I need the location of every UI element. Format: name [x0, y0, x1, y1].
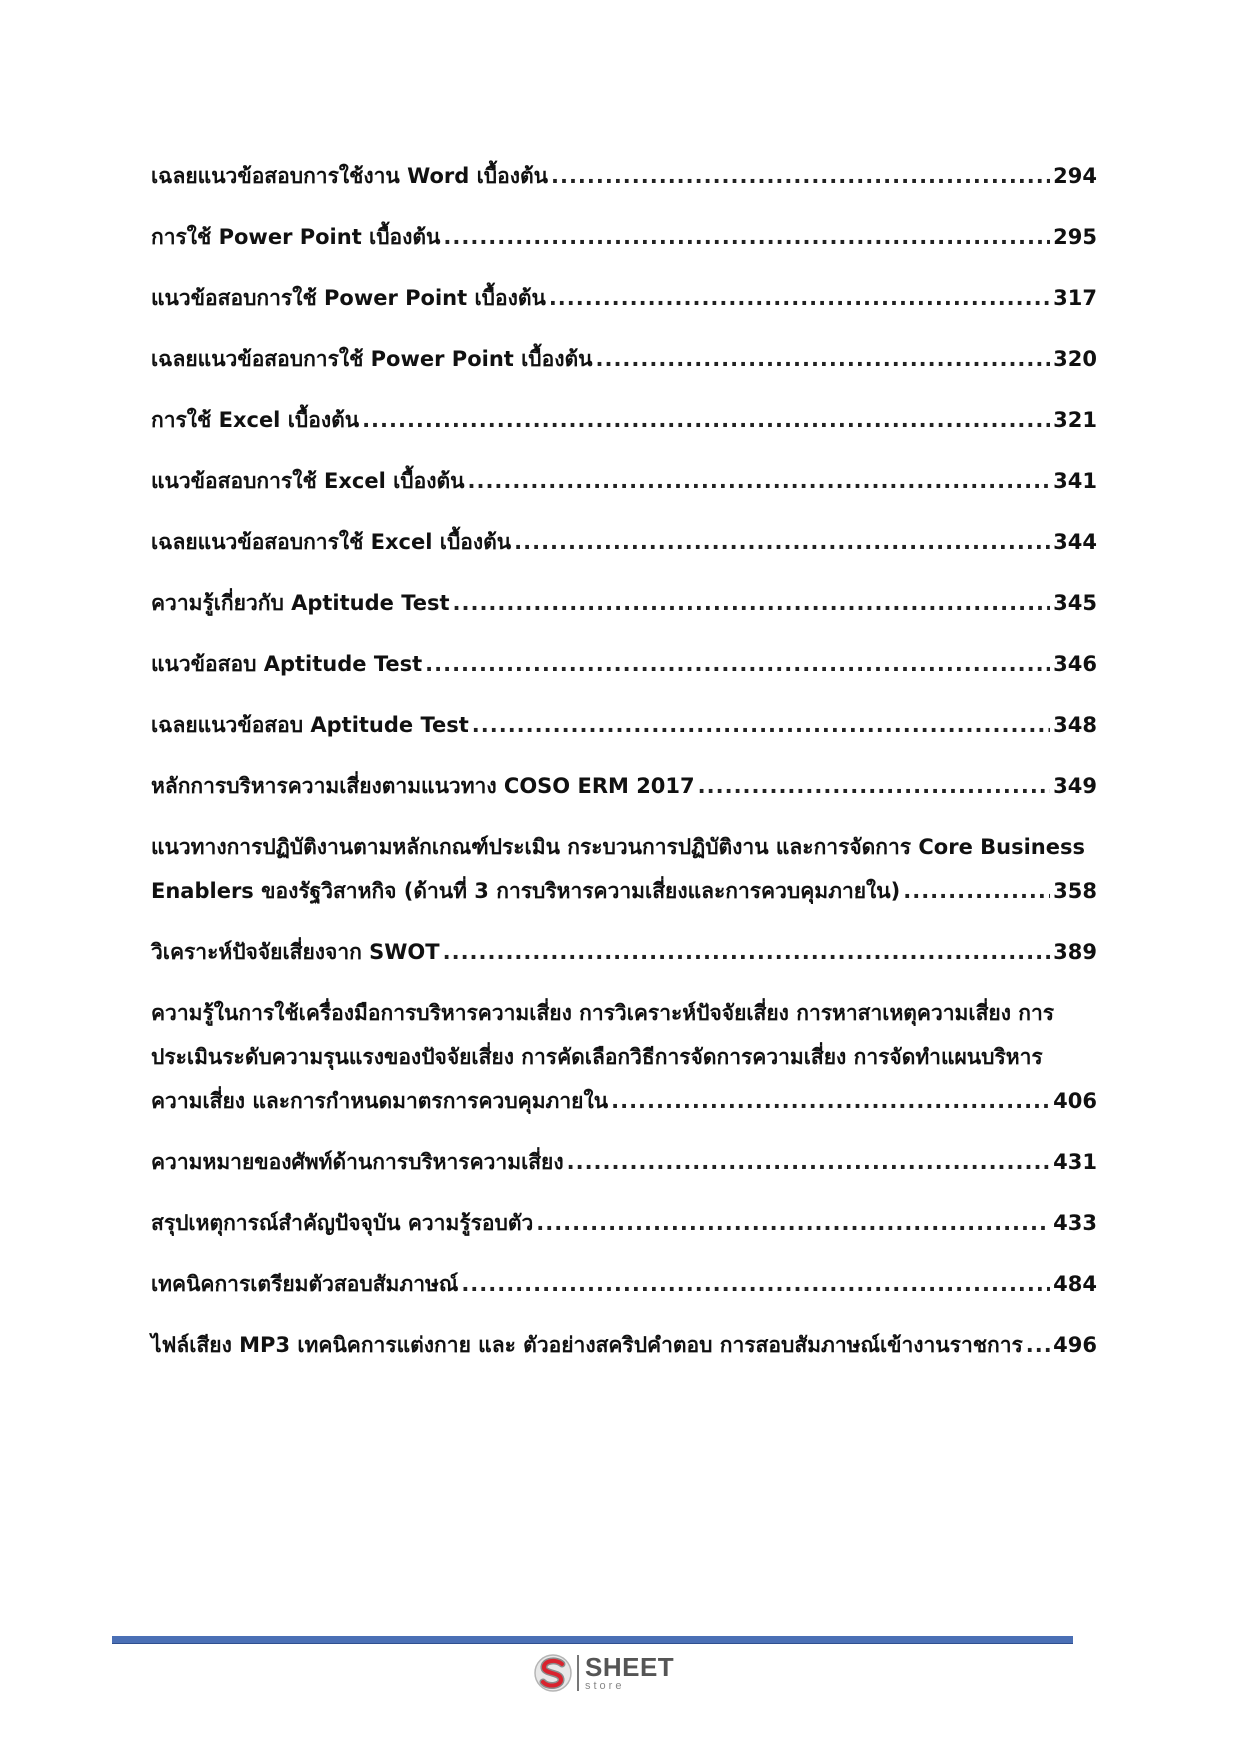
toc-entry-line [151, 869, 1097, 913]
toc-dot-leader [362, 398, 1050, 442]
toc-entry-line [151, 520, 1097, 564]
toc-dot-leader [461, 1262, 1050, 1306]
toc-entry[interactable] [151, 398, 1097, 442]
sheet-store-s-icon [533, 1653, 573, 1693]
toc-entry-title: ประเมินระดับความรุนแรงของปัจจัยเสี่ยง การคัดเลือกวิธีการจัดการความเสี่ยง การจัดทำแผนบริหาร [151, 1045, 1043, 1069]
toc-dot-leader [453, 581, 1051, 625]
toc-entry[interactable] [151, 642, 1097, 686]
toc-dot-leader [536, 1201, 1050, 1245]
toc-entry[interactable] [151, 337, 1097, 381]
toc-entry[interactable] [151, 703, 1097, 747]
toc-page-number: 349 [1053, 774, 1097, 798]
toc-entry-line [151, 154, 1097, 198]
toc-page-number: 389 [1053, 940, 1097, 964]
logo-sub-text: store [585, 1680, 625, 1692]
toc-page-number: 484 [1053, 1272, 1097, 1296]
toc-dot-leader [549, 276, 1050, 320]
toc-dot-leader [443, 930, 1051, 974]
toc-dot-leader [472, 703, 1050, 747]
toc-entry-title: Enablers ของรัฐวิสาหกิจ (ด้านที่ 3 การบริหารความเสี่ยงและการควบคุมภายใน) [151, 879, 901, 903]
toc-entry[interactable] [151, 825, 1097, 913]
toc-entry[interactable] [151, 991, 1097, 1123]
toc-entry-line [151, 459, 1097, 503]
toc-dot-leader [1026, 1323, 1050, 1367]
sheet-store-logo [533, 1651, 674, 1695]
toc-entry-title: เฉลยแนวข้อสอบการใช้ Excel เบื้องต้น [151, 530, 512, 554]
toc-entry-line [151, 215, 1097, 259]
toc-dot-leader [467, 459, 1050, 503]
footer-divider [112, 1636, 1073, 1644]
toc-entry-line [151, 276, 1097, 320]
logo-divider [577, 1655, 579, 1691]
toc-entry[interactable] [151, 1323, 1097, 1367]
logo-main-text: SHEET [585, 1652, 675, 1682]
toc-entry-line [151, 642, 1097, 686]
toc-entry-title: เฉลยแนวข้อสอบการใช้งาน Word เบื้องต้น [151, 164, 548, 188]
toc-entry-line [151, 581, 1097, 625]
toc-entry[interactable] [151, 581, 1097, 625]
toc-dot-leader [514, 520, 1050, 564]
toc-entry-title: การใช้ Power Point เบื้องต้น [151, 225, 441, 249]
toc-entry-line [151, 1140, 1097, 1184]
toc-entry-line [151, 930, 1097, 974]
toc-page-number: 341 [1053, 469, 1097, 493]
toc-entry-line [151, 1262, 1097, 1306]
toc-entry-line [151, 398, 1097, 442]
toc-entry-line [151, 337, 1097, 381]
toc-entry-title: ความรู้เกี่ยวกับ Aptitude Test [151, 591, 450, 615]
toc-page-number: 317 [1053, 286, 1097, 310]
toc-entry-line [151, 825, 1097, 869]
toc-entry-line [151, 1035, 1097, 1079]
toc-page-number: 320 [1053, 347, 1097, 371]
toc-page-number: 406 [1053, 1089, 1097, 1113]
toc-entry-line [151, 764, 1097, 808]
toc-page-number: 345 [1053, 591, 1097, 615]
toc-entry-line [151, 1323, 1097, 1367]
toc-dot-leader [425, 642, 1050, 686]
toc-entry[interactable] [151, 1262, 1097, 1306]
toc-dot-leader [611, 1079, 1050, 1123]
toc-entry-title: การใช้ Excel เบื้องต้น [151, 408, 360, 432]
toc-dot-leader [903, 869, 1050, 913]
toc-page-number: 431 [1053, 1150, 1097, 1174]
toc-entry-line [151, 1079, 1097, 1123]
toc-page-number: 294 [1053, 164, 1097, 188]
toc-entry-title: เฉลยแนวข้อสอบ Aptitude Test [151, 713, 469, 737]
toc-page-number: 433 [1053, 1211, 1097, 1235]
toc-entry-title: ความหมายของศัพท์ด้านการบริหารความเสี่ยง [151, 1150, 564, 1174]
toc-entry-title: วิเคราะห์ปัจจัยเสี่ยงจาก SWOT [151, 940, 440, 964]
toc-dot-leader [551, 154, 1050, 198]
toc-entry-title: สรุปเหตุการณ์สำคัญปัจจุบัน ความรู้รอบตัว [151, 1211, 534, 1235]
toc-entry-title: ความเสี่ยง และการกำหนดมาตรการควบคุมภายใน [151, 1089, 609, 1113]
toc-entry-title: แนวข้อสอบการใช้ Excel เบื้องต้น [151, 469, 465, 493]
toc-page-number: 346 [1053, 652, 1097, 676]
toc-entry[interactable] [151, 276, 1097, 320]
toc-page-number: 496 [1053, 1333, 1097, 1357]
toc-page-number: 295 [1053, 225, 1097, 249]
table-of-contents [151, 154, 1097, 1384]
toc-page-number: 358 [1053, 879, 1097, 903]
toc-page-number: 344 [1053, 530, 1097, 554]
toc-page-number: 321 [1053, 408, 1097, 432]
toc-entry[interactable] [151, 215, 1097, 259]
toc-dot-leader [595, 337, 1050, 381]
toc-entry[interactable] [151, 930, 1097, 974]
toc-entry-title: เทคนิคการเตรียมตัวสอบสัมภาษณ์ [151, 1272, 459, 1296]
toc-entry-title: เฉลยแนวข้อสอบการใช้ Power Point เบื้องต้น [151, 347, 593, 371]
toc-entry[interactable] [151, 459, 1097, 503]
toc-entry-line [151, 703, 1097, 747]
toc-entry-line [151, 1201, 1097, 1245]
toc-entry[interactable] [151, 520, 1097, 564]
toc-entry-line [151, 991, 1097, 1035]
toc-dot-leader [698, 764, 1051, 808]
toc-entry-title: ไฟล์เสียง MP3 เทคนิคการแต่งกาย และ ตัวอย่างสคริปคำตอบ การสอบสัมภาษณ์เข้างานราชการ [151, 1333, 1023, 1357]
toc-entry-title: แนวทางการปฏิบัติงานตามหลักเกณฑ์ประเมิน กระบวนการปฏิบัติงาน และการจัดการ Core Business [151, 835, 1085, 859]
logo-wordmark [585, 1654, 674, 1692]
toc-entry[interactable] [151, 1140, 1097, 1184]
toc-entry[interactable] [151, 764, 1097, 808]
toc-entry[interactable] [151, 154, 1097, 198]
toc-entry-title: หลักการบริหารความเสี่ยงตามแนวทาง COSO ERM 2017 [151, 774, 695, 798]
toc-page-number: 348 [1053, 713, 1097, 737]
toc-dot-leader [567, 1140, 1051, 1184]
toc-entry-title: แนวข้อสอบ Aptitude Test [151, 652, 423, 676]
toc-entry-title: ความรู้ในการใช้เครื่องมือการบริหารความเสี่ยง การวิเคราะห์ปัจจัยเสี่ยง การหาสาเหตุความเสี่ยง การ [151, 1001, 1055, 1025]
toc-entry-title: แนวข้อสอบการใช้ Power Point เบื้องต้น [151, 286, 546, 310]
toc-entry[interactable] [151, 1201, 1097, 1245]
toc-dot-leader [443, 215, 1050, 259]
